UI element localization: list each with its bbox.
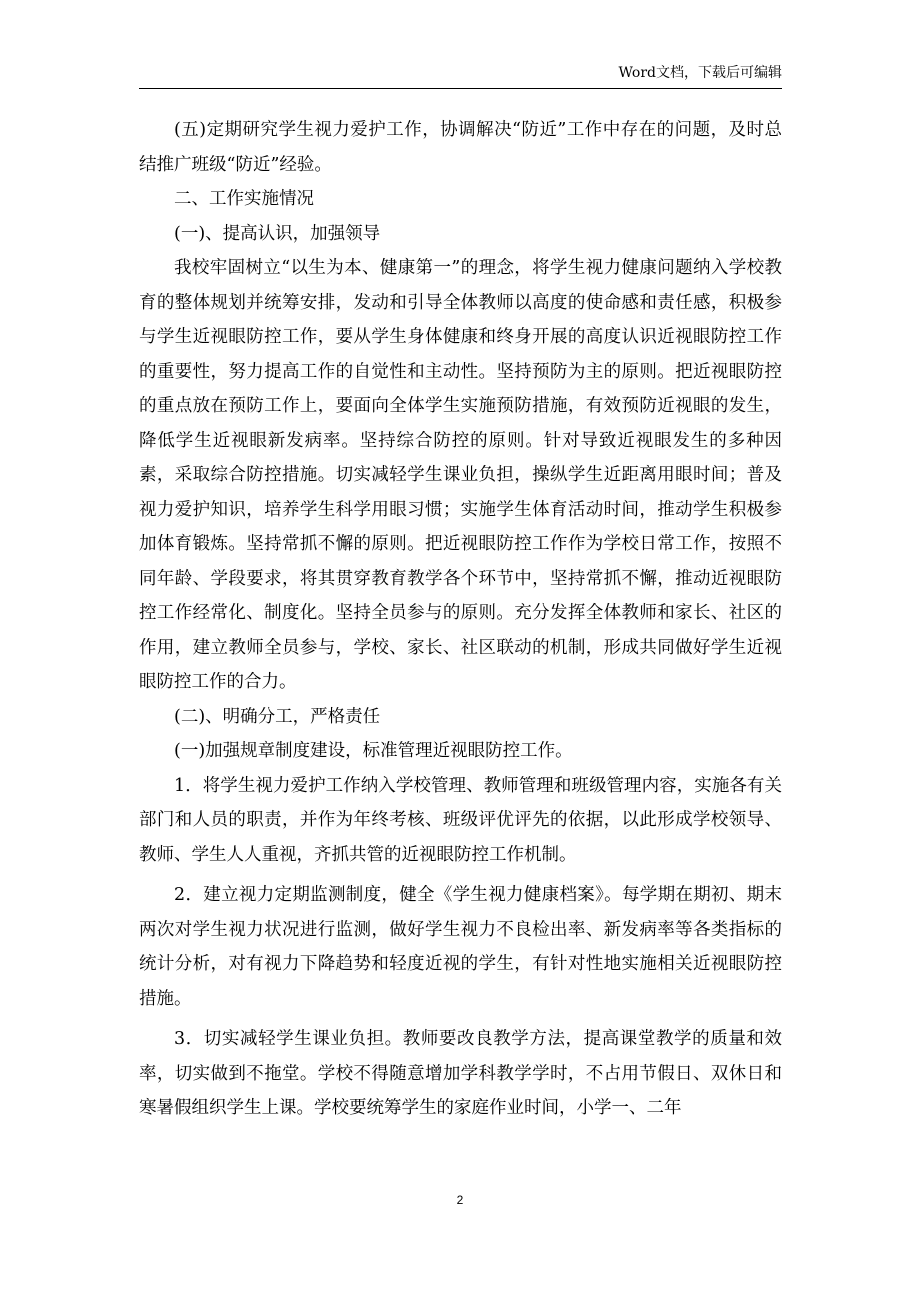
heading-work-implementation: 二、工作实施情况 [174, 189, 314, 209]
subheading-rules-system: (一)加强规章制度建设，标准管理近视眼防控工作。 [174, 741, 573, 761]
paragraph-item-1: 1．将学生视力爱护工作纳入学校管理、教师管理和班级管理内容，实施各有关部门和人员的职责，并作为年终考核、班级评优评先的依据，以此形成学校领导、教师、学生人人重视，齐抓共管的近视眼防控工作机制。 [139, 775, 782, 865]
subheading-clear-division: (二)、明确分工，严格责任 [174, 706, 381, 727]
page-header: Word文档，下载后可编辑 [139, 64, 782, 89]
paragraph-section-five: (五)定期研究学生视力爱护工作，协调解决“防近”工作中存在的问题，及时总结推广班级“防近”经验。 [139, 120, 782, 175]
paragraph-item-2: 2．建立视力定期监测制度，健全《学生视力健康档案》。每学期在期初、期末两次对学生视力状况进行监测，做好学生视力不良检出率、新发病率等各类指标的统计分析，对有视力下降趋势和轻度近视的学生，有针对性地实施相关近视眼防控措施。 [139, 885, 782, 1009]
paragraph-item-3: 3．切实减轻学生课业负担。教师要改良教学方法，提高课堂教学的质量和效率，切实做到不拖堂。学校不得随意增加学科教学学时，不占用节假日、双休日和寒暑假组织学生上课。学校要统筹学生的家庭作业时间，小学一、二年 [139, 1029, 782, 1118]
document-body [139, 113, 782, 1126]
subheading-raise-awareness: (一)、提高认识，加强领导 [174, 223, 381, 244]
paragraph-school-philosophy: 我校牢固树立“以生为本、健康第一”的理念，将学生视力健康问题纳入学校教育的整体规划并统筹安排，发动和引导全体教师以高度的使命感和责任感，积极参与学生近视眼防控工作，要从学生身体健康和终身开展的高度认识近视眼防控工作的重要性，努力提高工作的自觉性和主动性。坚持预防为主的原则。把近视眼防控的重点放在预防工作上，要面向全体学生实施预防措施，有效预防近视眼的发生，降低学生近视眼新发病率。坚持综合防控的原则。针对导致近视眼发生的多种因素，采取综合防控措施。切实减轻学生课业负担，操纵学生近距离用眼时间；普及视力爱护知识，培养学生科学用眼习惯；实施学生体育活动时间，推动学生积极参加体育锻炼。坚持常抓不懈的原则。把近视眼防控工作作为学校日常工作，按照不同年龄、学段要求，将其贯穿教育教学各个环节中，坚持常抓不懈，推动近视眼防控工作经常化、制度化。坚持全员参与的原则。充分发挥全体教师和家长、社区的作用，建立教师全员参与，学校、家长、社区联动的机制，形成共同做好学生近视眼防控工作的合力。 [139, 258, 782, 692]
page-number: 2 [456, 1193, 464, 1207]
